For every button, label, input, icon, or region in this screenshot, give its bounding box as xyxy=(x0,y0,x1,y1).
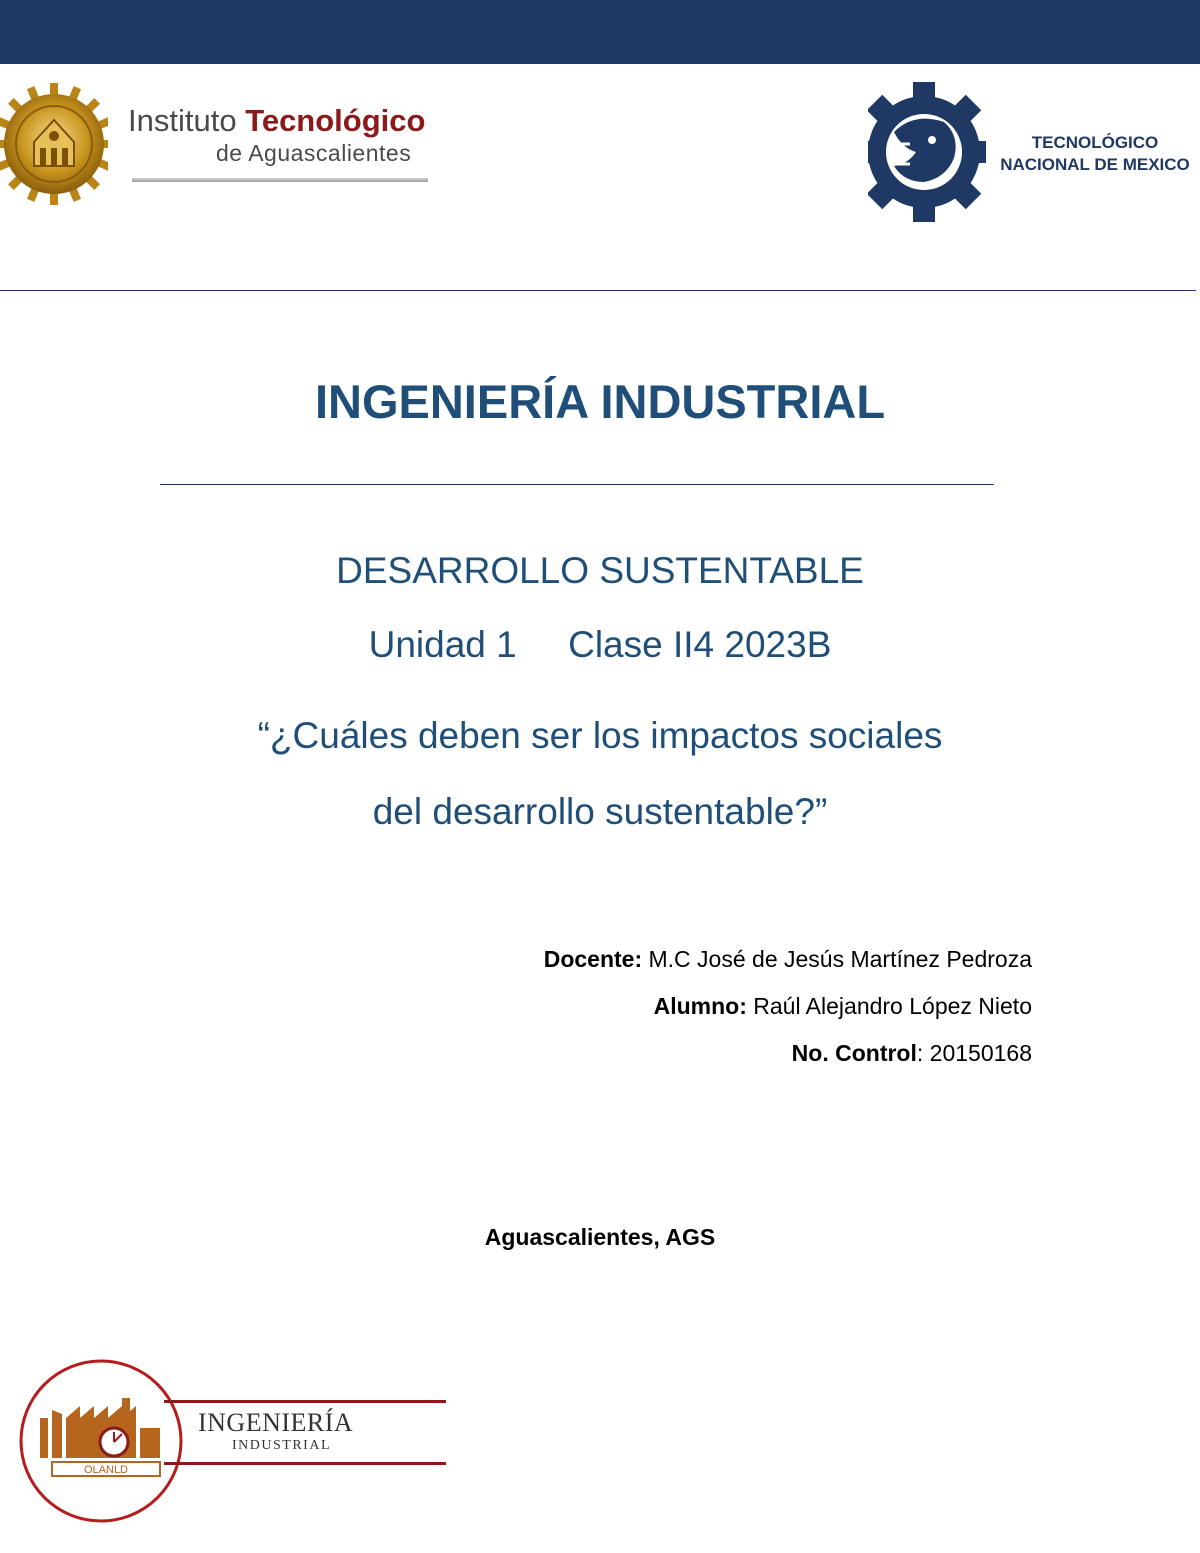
question-line-2: del desarrollo sustentable?” xyxy=(372,791,828,832)
title-divider xyxy=(160,484,994,485)
teacher-line xyxy=(544,936,1032,983)
subject-title: DESARROLLO SUSTENTABLE xyxy=(336,550,864,591)
ita-wordmark-line1 xyxy=(128,104,425,138)
logo-bar-bottom xyxy=(164,1462,446,1465)
ita-wordmark-line2: de Aguascalientes xyxy=(216,140,412,166)
unit-class-line xyxy=(0,622,1200,668)
tecnm-wordmark-line1: TECNOLÓGICO xyxy=(1031,133,1159,152)
logo-bar-top xyxy=(164,1400,446,1403)
ita-wordmark xyxy=(128,103,426,166)
unit-label: Unidad 1 xyxy=(368,624,517,665)
ingenieria-industrial-logo xyxy=(18,1358,438,1524)
ita-underline xyxy=(132,178,428,182)
ita-seal-icon xyxy=(0,82,108,206)
industrial-factory-icon xyxy=(18,1358,184,1524)
place-line: Aguascalientes, AGS xyxy=(484,1224,716,1250)
top-color-bar xyxy=(0,0,1200,64)
tecnm-gear-eagle-icon xyxy=(868,82,986,224)
header-divider xyxy=(0,290,1196,291)
ita-word-instituto: Instituto xyxy=(128,103,237,138)
logo-word-industrial: INDUSTRIAL xyxy=(232,1438,331,1453)
tecnm-wordmark xyxy=(990,132,1200,176)
author-info xyxy=(544,936,1032,1077)
teacher-label: Docente: xyxy=(543,946,643,972)
tecnm-wordmark-line2: NACIONAL DE MEXICO xyxy=(1000,155,1190,174)
logo-word-ingenieria: INGENIERÍA xyxy=(198,1408,354,1437)
tecnm-logo xyxy=(868,82,1200,226)
student-label: Alumno: xyxy=(653,993,747,1019)
student-line xyxy=(544,983,1032,1030)
emblem-text: OLANLD xyxy=(83,1464,129,1476)
ita-logo xyxy=(0,82,440,210)
ita-word-tecnologico: Tecnológico xyxy=(245,103,426,138)
career-title: INGENIERÍA INDUSTRIAL xyxy=(314,375,886,428)
control-number: : 20150168 xyxy=(916,1040,1032,1066)
control-line xyxy=(544,1030,1032,1077)
assignment-question xyxy=(0,698,1200,850)
class-label: Clase II4 2023B xyxy=(568,624,832,665)
question-line-1: “¿Cuáles deben ser los impactos sociales xyxy=(257,715,943,756)
student-name: Raúl Alejandro López Nieto xyxy=(753,993,1032,1019)
teacher-name: M.C José de Jesús Martínez Pedroza xyxy=(648,946,1032,972)
control-label: No. Control xyxy=(791,1040,917,1066)
